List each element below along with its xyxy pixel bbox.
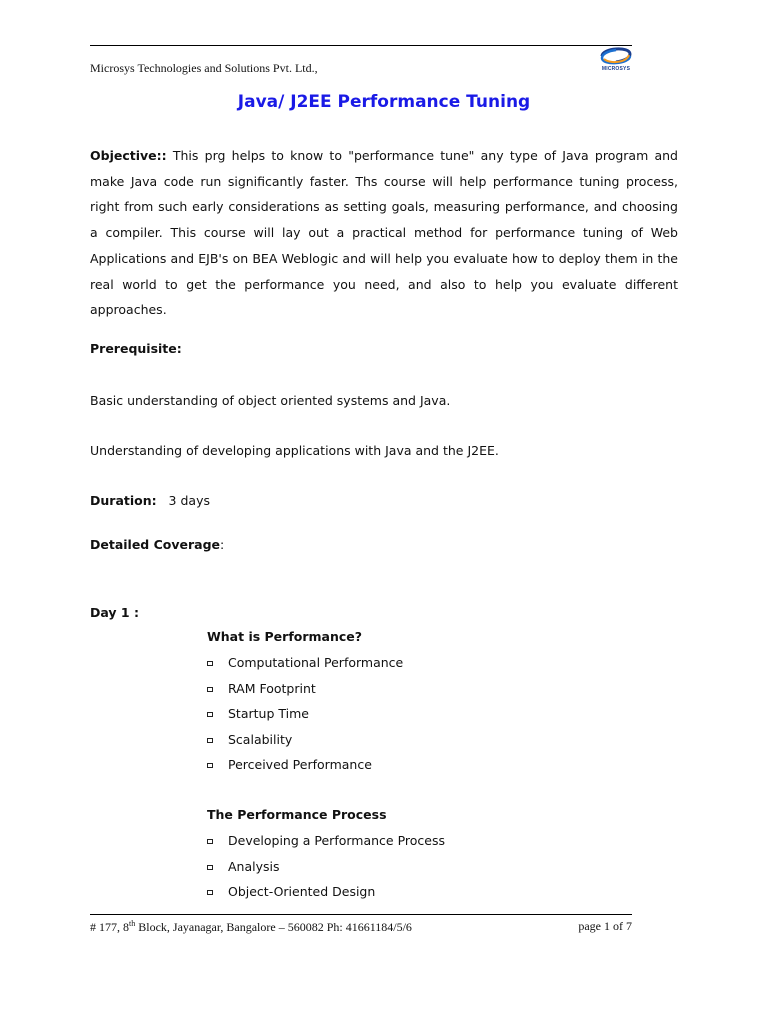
square-bullet-icon — [207, 839, 213, 844]
list-item-text: Scalability — [228, 731, 293, 747]
document-title: Java/ J2EE Performance Tuning — [237, 92, 531, 112]
list-item — [207, 701, 403, 727]
detailed-coverage-heading — [90, 537, 224, 552]
list-item-text: Startup Time — [228, 706, 309, 721]
list-item-text: Object-Oriented Design — [228, 884, 376, 899]
duration-value: 3 days — [168, 493, 210, 508]
coverage-label: Detailed Coverage — [90, 537, 221, 552]
list-item — [207, 676, 403, 702]
objective-label: Objective:: — [90, 148, 167, 163]
address-part: Block, Jayanagar, Bangalore – 560082 Ph: 41661184/5/6 — [135, 920, 412, 934]
list-item-text: RAM Footprint — [228, 680, 316, 696]
company-name: Microsys Technologies and Solutions Pvt. Ltd., — [90, 61, 318, 75]
address-superscript: th — [129, 919, 136, 928]
page-number: page 1 of 7 — [578, 919, 632, 933]
prerequisite-label: Prerequisite: — [90, 341, 182, 356]
list-item — [207, 879, 445, 905]
objective-paragraph — [90, 143, 678, 323]
square-bullet-icon — [207, 712, 213, 717]
logo-text: MICROSYS — [601, 66, 631, 72]
duration-label: Duration: — [90, 493, 157, 508]
list-item — [207, 854, 445, 880]
list-performance-process — [207, 828, 445, 905]
footer-rule — [90, 914, 632, 915]
day-1-label: Day 1 : — [90, 605, 139, 620]
list-item — [207, 828, 445, 854]
microsys-logo — [596, 44, 636, 74]
coverage-colon: : — [220, 537, 225, 552]
square-bullet-icon — [207, 738, 213, 743]
prerequisite-item: Understanding of developing applications with Java and the J2EE. — [90, 443, 499, 458]
square-bullet-icon — [207, 661, 213, 666]
section-heading-performance-process: The Performance Process — [207, 807, 387, 822]
duration-row — [90, 493, 210, 508]
square-bullet-icon — [207, 763, 213, 768]
list-item-text: Analysis — [228, 858, 280, 874]
list-what-is-performance — [207, 650, 403, 778]
square-bullet-icon — [207, 865, 213, 870]
square-bullet-icon — [207, 890, 213, 895]
footer-address — [90, 919, 412, 935]
section-heading-what-is-performance: What is Performance? — [207, 629, 363, 644]
list-item-text: Computational Performance — [228, 655, 404, 670]
list-item — [207, 650, 403, 676]
address-part: # 177, 8 — [90, 920, 129, 934]
list-item — [207, 752, 403, 778]
header-rule — [90, 45, 632, 46]
objective-text: This prg helps to know to "performance tune" any type of Java program and make Java code run significantly faster. Ths course will help performance tuning process, right from such early considerations as setting goals, measuring performance, and choosing a compiler. This course will lay out a practical method for performance tuning of Web Applications and EJB's on BEA Weblogic and will help you evaluate how to deploy them in the real world to get the performance you need, and also to help you evaluate different approaches. — [90, 148, 678, 318]
list-item-text: Perceived Performance — [228, 757, 372, 772]
list-item — [207, 727, 403, 753]
prerequisite-item: Basic understanding of object oriented systems and Java. — [90, 393, 451, 408]
list-item-text: Developing a Performance Process — [228, 833, 445, 848]
square-bullet-icon — [207, 687, 213, 692]
